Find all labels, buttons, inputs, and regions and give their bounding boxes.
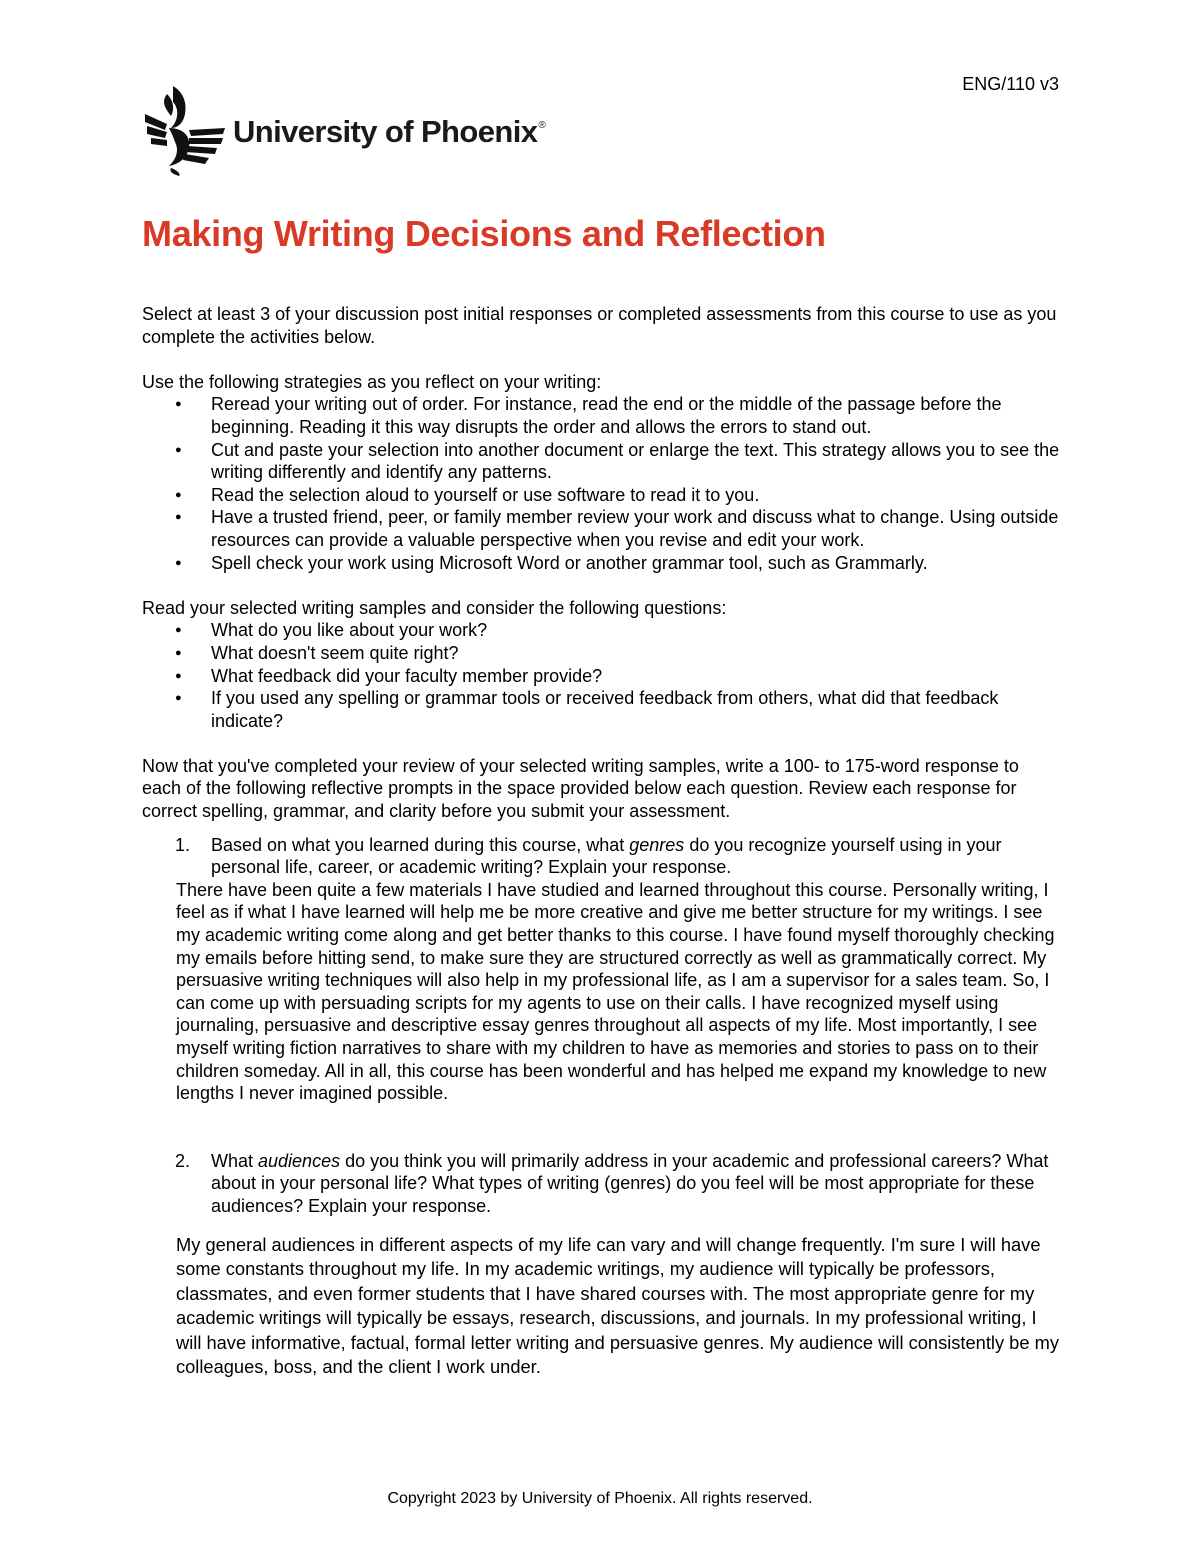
list-item: ● Read the selection aloud to yourself or use software to read it to you. xyxy=(142,484,1062,507)
strategies-list xyxy=(142,393,1062,574)
list-item: ● Reread your writing out of order. For instance, read the end or the middle of the passage before the beginning. Reading it this way disrupts the order and allows the errors to stand out. xyxy=(142,393,1062,438)
prompt-number: 2. xyxy=(175,1150,191,1171)
registered-mark: ® xyxy=(538,120,546,131)
intro-paragraph: Select at least 3 of your discussion post initial responses or completed assessments from this course to use as you complete the activities below. xyxy=(142,304,1057,347)
instructions-paragraph: Now that you've completed your review of your selected writing samples, write a 100- to 175-word response to each of the following reflective prompts in the space provided below each question. Review each response for correct spelling, grammar, and clarity before you submit your assessment. xyxy=(142,755,1019,822)
list-item: ● What do you like about your work? xyxy=(142,619,1062,642)
response-2: My general audiences in different aspects of my life can vary and will change frequently. I'm sure I will have some constants throughout my life. In my academic writings, my audience will typically be professors, classmates, and even former students that I have shared courses with. The most appropriate genre for my academic writings will typically be essays, research, discussions, and journals. In my professional writing, I will have informative, factual, formal letter writing and persuasive genres. My audience will consistently be my colleagues, boss, and the client I work under. xyxy=(176,1233,1059,1378)
strategies-lead: Use the following strategies as you reflect on your writing: xyxy=(142,371,602,392)
list-item: ● What feedback did your faculty member provide? xyxy=(142,665,1062,688)
prompt-1: 1. Based on what you learned during this course, what genres do you recognize yourself using in your personal life, career, or academic writing? Explain your response. xyxy=(175,834,1002,878)
list-item: ● Cut and paste your selection into another document or enlarge the text. This strategy allows you to see the writing differently and identify any patterns. xyxy=(142,439,1062,484)
page-title: Making Writing Decisions and Reflection xyxy=(142,213,826,254)
list-item: ● Have a trusted friend, peer, or family member review your work and discuss what to change. Using outside resources can provide a valuable perspective when you revise and edit your work. xyxy=(142,506,1062,551)
university-logo xyxy=(143,84,545,176)
prompt-emphasis: genres xyxy=(629,834,685,855)
list-item: ● What doesn't seem quite right? xyxy=(142,642,1062,665)
phoenix-bird-icon xyxy=(143,84,225,176)
prompt-2: 2. What audiences do you think you will primarily address in your academic and professional careers? What about in your personal life? What types of writing (genres) do you feel will be most appropriate for these audiences? Explain your response. xyxy=(175,1150,1049,1216)
questions-list xyxy=(142,619,1062,732)
university-name: University of Phoenix® xyxy=(233,114,546,149)
copyright-footer: Copyright 2023 by University of Phoenix. All rights reserved. xyxy=(387,1490,813,1507)
list-item: ● Spell check your work using Microsoft Word or another grammar tool, such as Grammarly. xyxy=(142,552,1062,575)
list-item: ● If you used any spelling or grammar tools or received feedback from others, what did that feedback indicate? xyxy=(142,687,1062,732)
course-code: ENG/110 v3 xyxy=(962,74,1059,94)
prompt-number: 1. xyxy=(175,834,191,855)
document-body xyxy=(142,303,1062,1380)
prompt-emphasis: audiences xyxy=(258,1150,341,1171)
response-1: There have been quite a few materials I have studied and learned throughout this course. Personally writing, I feel as if what I have learned will help me be more creative and give me better structure for my writings. I see my academic writing come along and get better thanks to this course. I have found myself thoroughly checking my emails before hitting send, to make sure they are structured correctly as well as grammatically correct. My persuasive writing techniques will also help in my professional life, as I am a supervisor for a sales team. So, I can come up with persuading scripts for my agents to use on their calls. I have recognized myself using journaling, persuasive and descriptive essay genres throughout all aspects of my life. Most importantly, I see myself writing fiction narratives to share with my children to have as memories and stories to pass on to their children someday. All in all, this course has been wonderful and has helped me expand my knowledge to new lengths I never imagined possible. xyxy=(176,879,1055,1104)
questions-lead: Read your selected writing samples and consider the following questions: xyxy=(142,597,727,618)
